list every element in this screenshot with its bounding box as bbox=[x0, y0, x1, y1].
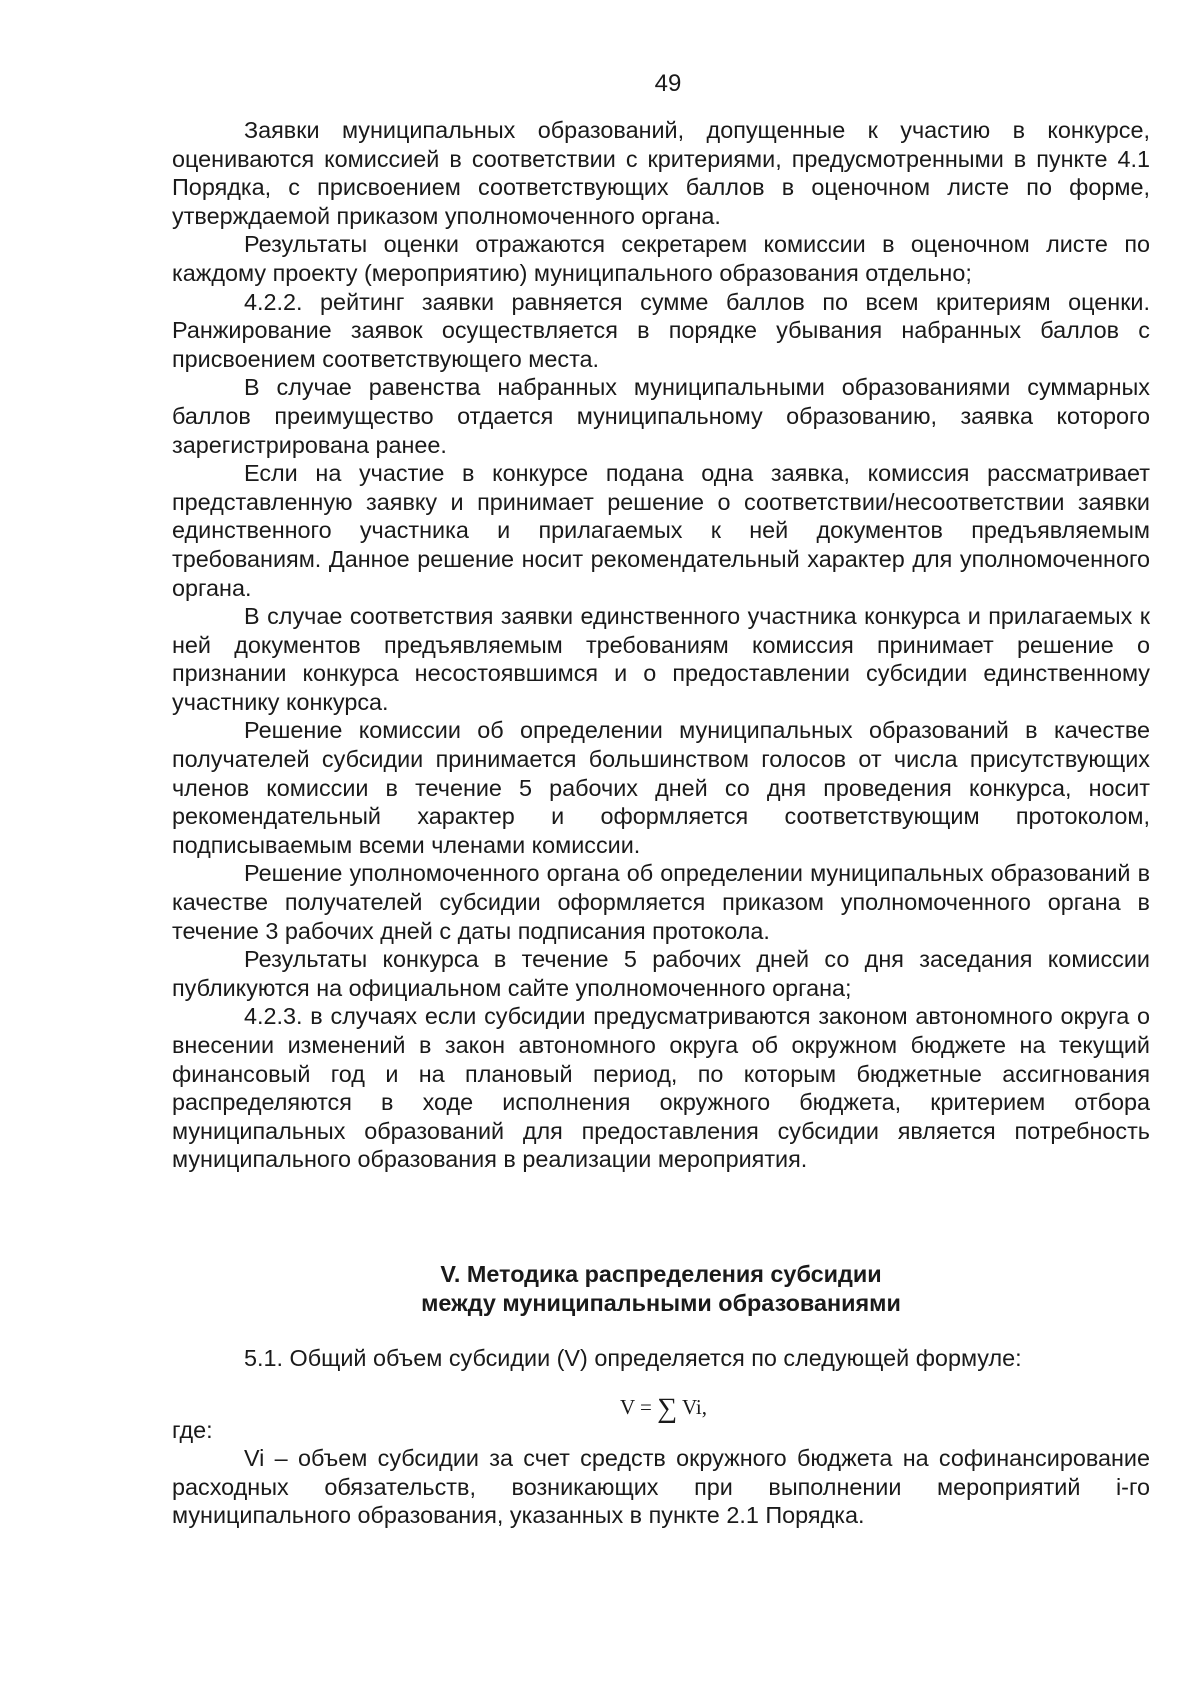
paragraph: Результаты конкурса в течение 5 рабочих дней со дня заседания комиссии публикуются на официальном сайте уполномоченного органа; bbox=[172, 946, 1150, 1001]
clause-5-1: 5.1. Общий объем субсидии (V) определяется по следующей формуле: bbox=[244, 1345, 1022, 1371]
definition-block bbox=[172, 1444, 1150, 1530]
paragraph: 4.2.2. рейтинг заявки равняется сумме баллов по всем критериям оценки. Ранжирование заявок осуществляется в порядке убывания набранных баллов с присвоением соответствующего места. bbox=[172, 288, 1150, 372]
formula-rhs: Vi, bbox=[681, 1395, 707, 1419]
section-heading-line-1: V. Методика распределения субсидии bbox=[440, 1261, 882, 1287]
formula-lhs: V = bbox=[620, 1395, 652, 1419]
paragraph: Решение комиссии об определении муниципальных образований в качестве получателей субсидии принимается большинством голосов от числа присутствующих членов комиссии в течение 5 рабочих дней со дня проведения конкурса, носит рекомендательный характер и оформляется соответствующим протоколом, подписываемым всеми членами комиссии. bbox=[172, 717, 1150, 858]
where-label: где: bbox=[172, 1417, 213, 1443]
page-number: 49 bbox=[654, 70, 682, 97]
definition-vi: Vi – объем субсидии за счет средств окружного бюджета на софинансирование расходных обязательств, возникающих при выполнении мероприятий i-го муниципального образования, указанных в пункте 2.1 Порядка. bbox=[172, 1445, 1150, 1529]
paragraph: Заявки муниципальных образований, допущенные к участию в конкурсе, оцениваются комиссией в соответствии с критериями, предусмотренными в пункте 4.1 Порядка, с присвоением соответствующих баллов в оценочном листе по форме, утверждаемой приказом уполномоченного органа. bbox=[172, 117, 1150, 229]
paragraph: 4.2.3. в случаях если субсидии предусматриваются законом автономного округа о внесении изменений в закон автономного округа об окружном бюджете на текущий финансовый год и на плановый период, по которым бюджетные ассигнования распределяются в ходе исполнения окружного бюджета, критерием отбора муниципальных образований для предоставления субсидии является потребность муниципального образования в реализации мероприятия. bbox=[172, 1003, 1150, 1173]
body-text bbox=[172, 116, 1150, 1174]
paragraph: В случае соответствия заявки единственного участника конкурса и прилагаемых к ней документов предъявляемым требованиям комиссия принимает решение о признании конкурса несостоявшимся и о предоставлении субсидии единственному участнику конкурса. bbox=[172, 603, 1150, 715]
section-heading bbox=[172, 1260, 1150, 1318]
section-heading-line-2: между муниципальными образованиями bbox=[421, 1290, 901, 1316]
sum-sign-icon: ∑ bbox=[657, 1393, 678, 1424]
paragraph: Решение уполномоченного органа об определении муниципальных образований в качестве получателей субсидии оформляется приказом уполномоченного органа в течение 3 рабочих дней с даты подписания протокола. bbox=[172, 860, 1150, 944]
paragraph: Результаты оценки отражаются секретарем комиссии в оценочном листе по каждому проекту (мероприятию) муниципального образования отдельно; bbox=[172, 231, 1150, 286]
formula bbox=[620, 1394, 707, 1422]
clause-5-1-block bbox=[172, 1344, 1150, 1373]
paragraph: В случае равенства набранных муниципальными образованиями суммарных баллов преимущество отдается муниципальному образованию, заявка которого зарегистрирована ранее. bbox=[172, 374, 1150, 458]
paragraph: Если на участие в конкурсе подана одна заявка, комиссия рассматривает представленную заявку и принимает решение о соответствии/несоответствии заявки единственного участника и прилагаемых к ней документов предъявляемым требованиям. Данное решение носит рекомендательный характер для уполномоченного органа. bbox=[172, 460, 1150, 601]
